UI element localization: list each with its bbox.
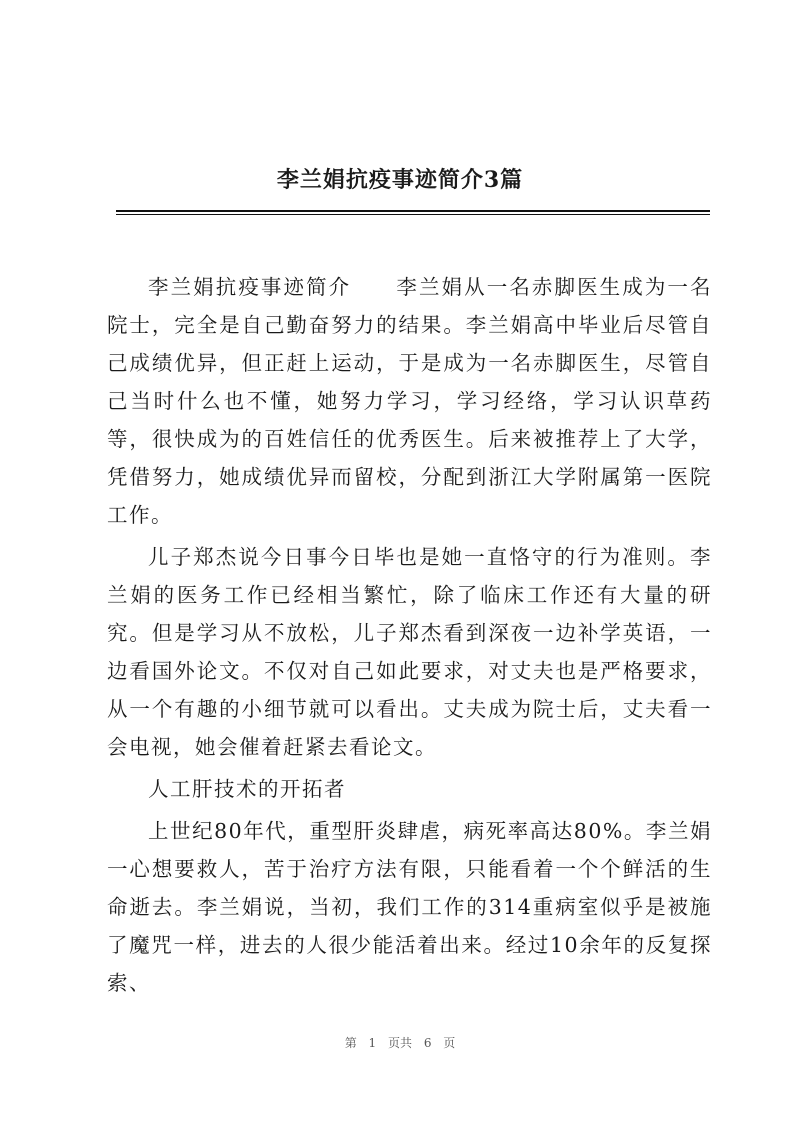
title-divider-thin: [116, 214, 710, 215]
section-heading: 人工肝技术的开拓者: [148, 777, 346, 801]
page-footer: 第 1 页共 6 页: [344, 1036, 456, 1050]
document-title: 李兰娟抗疫事迹简介3篇: [276, 167, 524, 193]
paragraph-2: 儿子郑杰说今日事今日毕也是她一直恪守的行为准则。李兰娟的医务工作已经相当繁忙，除了临床工作还有大量的研究。但是学习从不放松，儿子郑杰看到深夜一边补学英语，一边看国外论文。不仅对自己如此要求，对丈夫也是严格要求，从一个有趣的小细节就可以看出。丈夫成为院士后，丈夫看一会电视，她会催着赶紧去看论文。: [107, 545, 712, 759]
paragraph-1: 李兰娟抗疫事迹简介 李兰娟从一名赤脚医生成为一名院士，完全是自己勤奋努力的结果。李兰娟高中毕业后尽管自己成绩优异，但正赶上运动，于是成为一名赤脚医生，尽管自己当时什么也不懂，她努力学习，学习经络，学习认识草药等，很快成为的百姓信任的优秀医生。后来被推荐上了大学，凭借努力，她成绩优异而留校，分配到浙江大学附属第一医院工作。: [107, 275, 712, 527]
document-body: [107, 268, 712, 1006]
title-divider: [116, 210, 710, 212]
paragraph-3: 上世纪80年代，重型肝炎肆虐，病死率高达80%。李兰娟一心想要救人，苦于治疗方法有限，只能看着一个个鲜活的生命逝去。李兰娟说，当初，我们工作的314重病室似乎是被施了魔咒一样，进去的人很少能活着出来。经过10余年的反复探索、: [107, 819, 712, 995]
